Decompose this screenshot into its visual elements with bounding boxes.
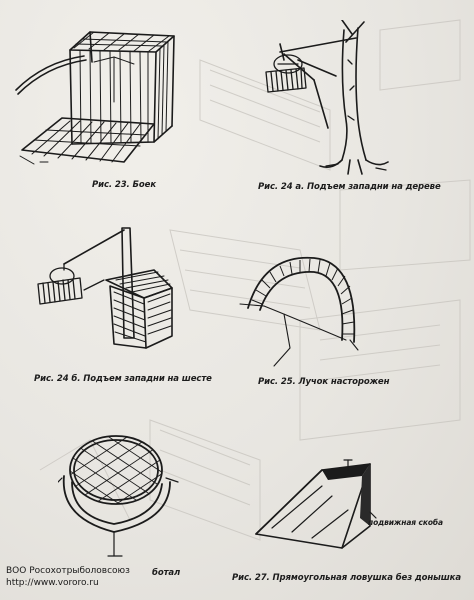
footer-organization: ВОО Росохотрыболовсоюз	[6, 566, 130, 576]
fig25-caption: Рис. 25. Лучок насторожен	[258, 377, 390, 387]
fig23-caption: Рис. 23. Боек	[92, 180, 156, 190]
fig24b-pole-drawing	[34, 218, 184, 368]
fig27-caption: Рис. 27. Прямоугольная ловушка без донышка	[232, 573, 461, 583]
fig25-bow-drawing	[234, 248, 374, 368]
fig24b-caption: Рис. 24 б. Подъем западни на шесте	[34, 374, 212, 384]
fig24a-tree-drawing	[254, 20, 404, 180]
fig24a-caption: Рис. 24 а. Подъем западни на дереве	[258, 182, 441, 192]
fig26-caption-fragment: ботал	[152, 568, 181, 578]
fig23-boek-drawing	[14, 22, 194, 172]
fig27-rectangular-drawing	[252, 456, 452, 556]
footer-url: http://www.vororo.ru	[6, 578, 99, 588]
fig27-label: подвижная скоба	[368, 518, 444, 527]
fig26-round-drawing	[58, 428, 188, 568]
